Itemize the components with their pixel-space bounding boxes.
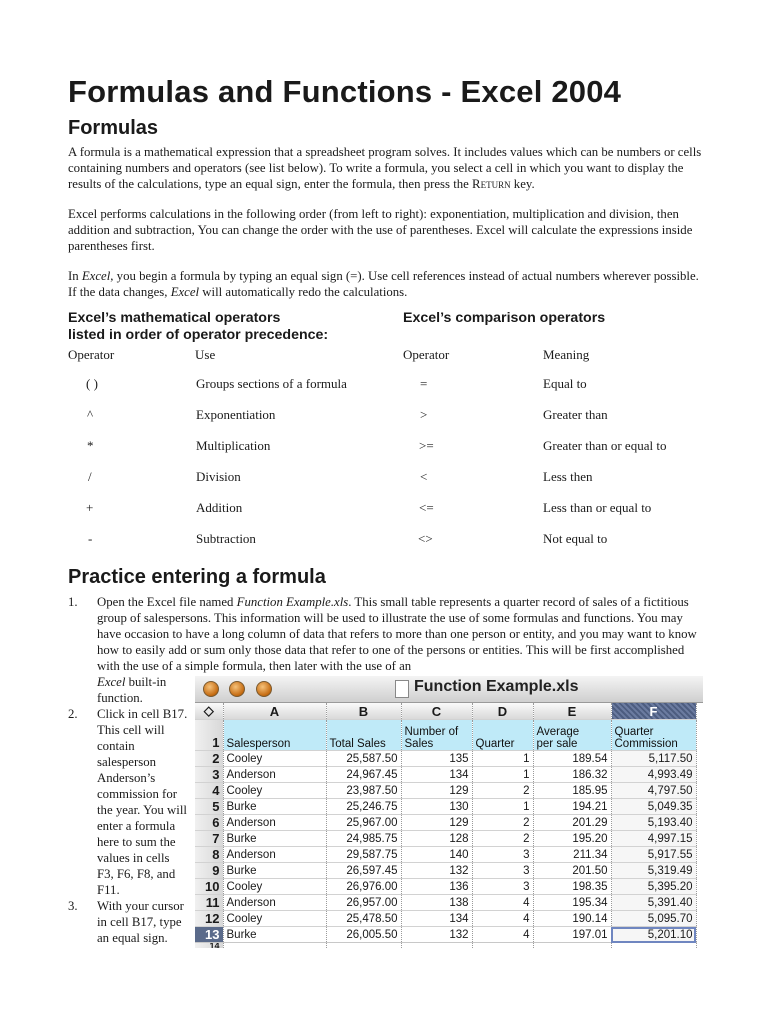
column-header-f[interactable]: F bbox=[611, 703, 696, 720]
cell-c11[interactable]: 138 bbox=[401, 895, 472, 911]
cell-a10[interactable]: Cooley bbox=[223, 879, 326, 895]
step-1-text-c: built-in function. bbox=[97, 675, 167, 705]
math-col-operator: Operator bbox=[68, 347, 115, 362]
cell-f9[interactable]: 5,319.49 bbox=[611, 863, 696, 879]
return-key-label: Return bbox=[472, 177, 511, 191]
cell-c13[interactable]: 132 bbox=[401, 927, 472, 943]
cell-e6[interactable]: 201.29 bbox=[533, 815, 611, 831]
cell-f6[interactable]: 5,193.40 bbox=[611, 815, 696, 831]
column-header-b[interactable]: B bbox=[326, 703, 401, 720]
zoom-window-icon[interactable] bbox=[256, 681, 272, 697]
comp-meaning-5: Not equal to bbox=[543, 531, 608, 546]
cell-e1-line-2: per sale bbox=[536, 738, 578, 750]
row-header-11[interactable]: 11 bbox=[195, 895, 223, 911]
cell-b1[interactable]: Total Sales bbox=[326, 720, 401, 751]
cell-c10[interactable]: 136 bbox=[401, 879, 472, 895]
cell-a8[interactable]: Anderson bbox=[223, 847, 326, 863]
math-op-5: - bbox=[88, 531, 93, 546]
math-op-2: * bbox=[87, 438, 94, 453]
comp-op-3: < bbox=[420, 469, 428, 484]
cell-d1[interactable]: Quarter bbox=[472, 720, 533, 751]
math-operators-heading-line-1: Excel’s mathematical operators bbox=[68, 310, 281, 326]
math-op-1: ^ bbox=[87, 407, 94, 422]
cell-d7[interactable]: 2 bbox=[472, 831, 533, 847]
cell-e3[interactable]: 186.32 bbox=[533, 767, 611, 783]
comp-op-1: > bbox=[420, 407, 428, 422]
formulas-heading: Formulas bbox=[68, 117, 159, 139]
cell-b5[interactable]: 25,246.75 bbox=[326, 799, 401, 815]
cell-e11[interactable]: 195.34 bbox=[533, 895, 611, 911]
cell-a1[interactable]: Salesperson bbox=[223, 720, 326, 751]
cell-f1-line-2: Commission bbox=[614, 738, 678, 750]
excel-title-bar bbox=[195, 676, 703, 703]
cell-c8[interactable]: 140 bbox=[401, 847, 472, 863]
cell-b4[interactable]: 23,987.50 bbox=[326, 783, 401, 799]
comp-meaning-4: Less than or equal to bbox=[543, 500, 652, 515]
cell-e10[interactable]: 198.35 bbox=[533, 879, 611, 895]
column-header-row bbox=[195, 703, 696, 720]
cell-b7[interactable]: 24,985.75 bbox=[326, 831, 401, 847]
table-header-row bbox=[195, 720, 696, 751]
cell-f10[interactable]: 5,395.20 bbox=[611, 879, 696, 895]
cell-d10[interactable]: 3 bbox=[472, 879, 533, 895]
cell-b13[interactable]: 26,005.50 bbox=[326, 927, 401, 943]
cell-e13[interactable]: 197.01 bbox=[533, 927, 611, 943]
cell-e7[interactable]: 195.20 bbox=[533, 831, 611, 847]
cell-b3[interactable]: 24,967.45 bbox=[326, 767, 401, 783]
minimize-window-icon[interactable] bbox=[229, 681, 245, 697]
cell-b9[interactable]: 26,597.45 bbox=[326, 863, 401, 879]
step-1-number: 1. bbox=[68, 595, 78, 609]
math-operators-heading bbox=[68, 310, 328, 344]
cell-e8[interactable]: 211.34 bbox=[533, 847, 611, 863]
cell-f1[interactable] bbox=[611, 720, 696, 751]
step-1-filename: Function Example.xls bbox=[236, 595, 349, 609]
step-1-tail bbox=[97, 674, 189, 706]
column-header-c[interactable]: C bbox=[401, 703, 472, 720]
cell-b11[interactable]: 26,957.00 bbox=[326, 895, 401, 911]
comp-op-5: <> bbox=[418, 531, 433, 546]
cell-b8[interactable]: 29,587.75 bbox=[326, 847, 401, 863]
p3-excel-2: Excel bbox=[170, 285, 200, 299]
math-use-3: Division bbox=[196, 469, 241, 484]
cell-c9[interactable]: 132 bbox=[401, 863, 472, 879]
cell-e5[interactable]: 194.21 bbox=[533, 799, 611, 815]
cell-f2[interactable]: 5,117.50 bbox=[611, 751, 696, 767]
cell-f8[interactable]: 5,917.55 bbox=[611, 847, 696, 863]
comp-meaning-2: Greater than or equal to bbox=[543, 438, 667, 453]
formulas-p1-text: A formula is a mathematical expression that a spreadsheet program solves. It includes values which can be numbers or cells containing numbers and operators (see list below). To write a formula, you select a cell in which you want to display the results of the calculations, type an equal sign, enter the formula, then press the bbox=[68, 145, 702, 191]
cell-a6[interactable]: Anderson bbox=[223, 815, 326, 831]
cell-a11[interactable]: Anderson bbox=[223, 895, 326, 911]
table-row bbox=[195, 815, 696, 831]
row-header-7[interactable]: 7 bbox=[195, 831, 223, 847]
step-1-text-a: Open the Excel file named bbox=[97, 595, 237, 609]
cell-a2[interactable]: Cooley bbox=[223, 751, 326, 767]
step-2-text: Click in cell B17. This cell will contain salesperson Anderson’s commission for the year. You will enter a formula here to sum the values in cells F3, F6, F8, and F11. bbox=[97, 707, 188, 897]
row-header-10[interactable]: 10 bbox=[195, 879, 223, 895]
step-1-text-b: . This small table represents a quarter record of sales of a fictitious group of salespersons. This information will be used to illustrate the use of some formulas and functions. You may have occasion to have a long column of data that refers to more than one person or entity, and you may want to know how to easily add or sum only those data that refer to one of the persons or entities. This will be first accomplished with the use of a simple formula, then later with the use of an bbox=[97, 595, 697, 673]
row-header-3[interactable]: 3 bbox=[195, 767, 223, 783]
comp-col-meaning: Meaning bbox=[543, 347, 590, 362]
comp-meaning-3: Less then bbox=[543, 469, 593, 484]
cell-d2[interactable]: 1 bbox=[472, 751, 533, 767]
formulas-p1-end: key. bbox=[510, 177, 535, 191]
cell-c1-line-2: Sales bbox=[404, 738, 434, 750]
cell-b12[interactable]: 25,478.50 bbox=[326, 911, 401, 927]
cell-d11[interactable]: 4 bbox=[472, 895, 533, 911]
table-row bbox=[195, 863, 696, 879]
row-header-1[interactable]: 1 bbox=[195, 720, 223, 751]
table-row bbox=[195, 831, 696, 847]
page-title: Formulas and Functions - Excel 2004 bbox=[68, 74, 622, 109]
row-header-14[interactable]: 14 bbox=[195, 943, 223, 949]
row-header-4[interactable]: 4 bbox=[195, 783, 223, 799]
close-window-icon[interactable] bbox=[203, 681, 219, 697]
formulas-paragraph-2: Excel performs calculations in the following order (from left to right): exponentiation, multiplication and division, then addition and subtraction, You can change the order with the use of parentheses. Excel will calculate the expressions inside parentheses first. bbox=[68, 207, 693, 253]
comp-meaning-1: Greater than bbox=[543, 407, 608, 422]
cell-c3[interactable]: 134 bbox=[401, 767, 472, 783]
cell-b6[interactable]: 25,967.00 bbox=[326, 815, 401, 831]
cell-a3[interactable]: Anderson bbox=[223, 767, 326, 783]
formulas-paragraph-3 bbox=[68, 268, 708, 300]
cell-d3[interactable]: 1 bbox=[472, 767, 533, 783]
cell-d13[interactable]: 4 bbox=[472, 927, 533, 943]
cell-f12[interactable]: 5,095.70 bbox=[611, 911, 696, 927]
cell-c6[interactable]: 129 bbox=[401, 815, 472, 831]
cell-a5[interactable]: Burke bbox=[223, 799, 326, 815]
cell-c1-line-1: Number of bbox=[404, 726, 459, 738]
cell-f4[interactable]: 4,797.50 bbox=[611, 783, 696, 799]
comp-col-operator: Operator bbox=[403, 347, 450, 362]
spreadsheet-data-rows bbox=[195, 751, 696, 943]
table-row bbox=[195, 799, 696, 815]
cell-e2[interactable]: 189.54 bbox=[533, 751, 611, 767]
p3-part-c: will automatically redo the calculations. bbox=[199, 285, 408, 299]
cell-d6[interactable]: 2 bbox=[472, 815, 533, 831]
comp-meaning-0: Equal to bbox=[543, 376, 587, 391]
column-header-e[interactable]: E bbox=[533, 703, 611, 720]
row-header-5[interactable]: 5 bbox=[195, 799, 223, 815]
cell-f7[interactable]: 4,997.15 bbox=[611, 831, 696, 847]
row-header-8[interactable]: 8 bbox=[195, 847, 223, 863]
math-op-4: + bbox=[86, 500, 94, 515]
select-all-corner[interactable]: ◇ bbox=[195, 703, 223, 720]
math-use-0: Groups sections of a formula bbox=[196, 376, 347, 391]
math-use-2: Multiplication bbox=[196, 438, 271, 453]
cell-c5[interactable]: 130 bbox=[401, 799, 472, 815]
math-use-1: Exponentiation bbox=[196, 407, 276, 422]
practice-heading: Practice entering a formula bbox=[68, 566, 326, 588]
step-3-text: With your cursor in cell B17, type an equal sign. bbox=[97, 899, 184, 945]
step-1-excel: Excel bbox=[97, 675, 126, 689]
cell-c2[interactable]: 135 bbox=[401, 751, 472, 767]
cell-a12[interactable]: Cooley bbox=[223, 911, 326, 927]
comp-op-4: <= bbox=[419, 500, 434, 515]
cell-f3[interactable]: 4,993.49 bbox=[611, 767, 696, 783]
cell-d9[interactable]: 3 bbox=[472, 863, 533, 879]
cell-a4[interactable]: Cooley bbox=[223, 783, 326, 799]
row-header-13[interactable]: 13 bbox=[195, 927, 223, 943]
formulas-paragraph-1 bbox=[68, 144, 708, 192]
cell-c4[interactable]: 129 bbox=[401, 783, 472, 799]
math-col-use: Use bbox=[195, 347, 216, 362]
table-row bbox=[195, 879, 696, 895]
cell-d4[interactable]: 2 bbox=[472, 783, 533, 799]
cell-b2[interactable]: 25,587.50 bbox=[326, 751, 401, 767]
table-row bbox=[195, 927, 696, 943]
spreadsheet-next-row bbox=[195, 943, 696, 949]
cell-e1[interactable] bbox=[533, 720, 611, 751]
cell-e4[interactable]: 185.95 bbox=[533, 783, 611, 799]
comp-op-0: = bbox=[420, 376, 428, 391]
row-header-12[interactable]: 12 bbox=[195, 911, 223, 927]
table-row bbox=[195, 847, 696, 863]
cell-f11[interactable]: 5,391.40 bbox=[611, 895, 696, 911]
document-icon bbox=[395, 680, 409, 698]
step-3-number: 3. bbox=[68, 899, 78, 913]
cell-e1-line-1: Average bbox=[536, 726, 580, 738]
math-op-0: ( ) bbox=[86, 376, 98, 391]
cell-a7[interactable]: Burke bbox=[223, 831, 326, 847]
table-row bbox=[195, 911, 696, 927]
comp-op-2: >= bbox=[419, 438, 434, 453]
math-use-5: Subtraction bbox=[196, 531, 256, 546]
table-row bbox=[195, 767, 696, 783]
cell-c1[interactable] bbox=[401, 720, 472, 751]
cell-a9[interactable]: Burke bbox=[223, 863, 326, 879]
p3-part-a: In bbox=[68, 269, 82, 283]
cell-f5[interactable]: 5,049.35 bbox=[611, 799, 696, 815]
cell-c12[interactable]: 134 bbox=[401, 911, 472, 927]
math-operators-heading-line-2: listed in order of operator precedence: bbox=[68, 327, 329, 343]
math-use-4: Addition bbox=[196, 500, 243, 515]
table-row bbox=[195, 783, 696, 799]
p3-excel-1: Excel bbox=[81, 269, 111, 283]
cell-e9[interactable]: 201.50 bbox=[533, 863, 611, 879]
cell-d5[interactable]: 1 bbox=[472, 799, 533, 815]
excel-window-title: Function Example.xls bbox=[414, 678, 579, 695]
excel-window bbox=[195, 676, 703, 948]
column-header-a[interactable]: A bbox=[223, 703, 326, 720]
p3-part-b: , you begin a formula by typing an equal sign (=). Use cell references instead of actual numbers wherever possible. If the data changes, bbox=[68, 269, 699, 299]
cell-f13[interactable]: 5,201.10 bbox=[611, 927, 696, 943]
row-header-2[interactable]: 2 bbox=[195, 751, 223, 767]
cell-e12[interactable]: 190.14 bbox=[533, 911, 611, 927]
spreadsheet-grid bbox=[195, 703, 697, 948]
cell-c7[interactable]: 128 bbox=[401, 831, 472, 847]
row-header-9[interactable]: 9 bbox=[195, 863, 223, 879]
table-row bbox=[195, 895, 696, 911]
math-op-3: / bbox=[88, 469, 92, 484]
cell-a13[interactable]: Burke bbox=[223, 927, 326, 943]
cell-f1-line-1: Quarter bbox=[614, 726, 654, 738]
comparison-operators-heading: Excel’s comparison operators bbox=[403, 310, 606, 326]
table-row bbox=[195, 751, 696, 767]
row-header-6[interactable]: 6 bbox=[195, 815, 223, 831]
step-2-number: 2. bbox=[68, 707, 78, 721]
cell-b10[interactable]: 26,976.00 bbox=[326, 879, 401, 895]
cell-d8[interactable]: 3 bbox=[472, 847, 533, 863]
cell-d12[interactable]: 4 bbox=[472, 911, 533, 927]
column-header-d[interactable]: D bbox=[472, 703, 533, 720]
window-controls bbox=[203, 681, 278, 702]
